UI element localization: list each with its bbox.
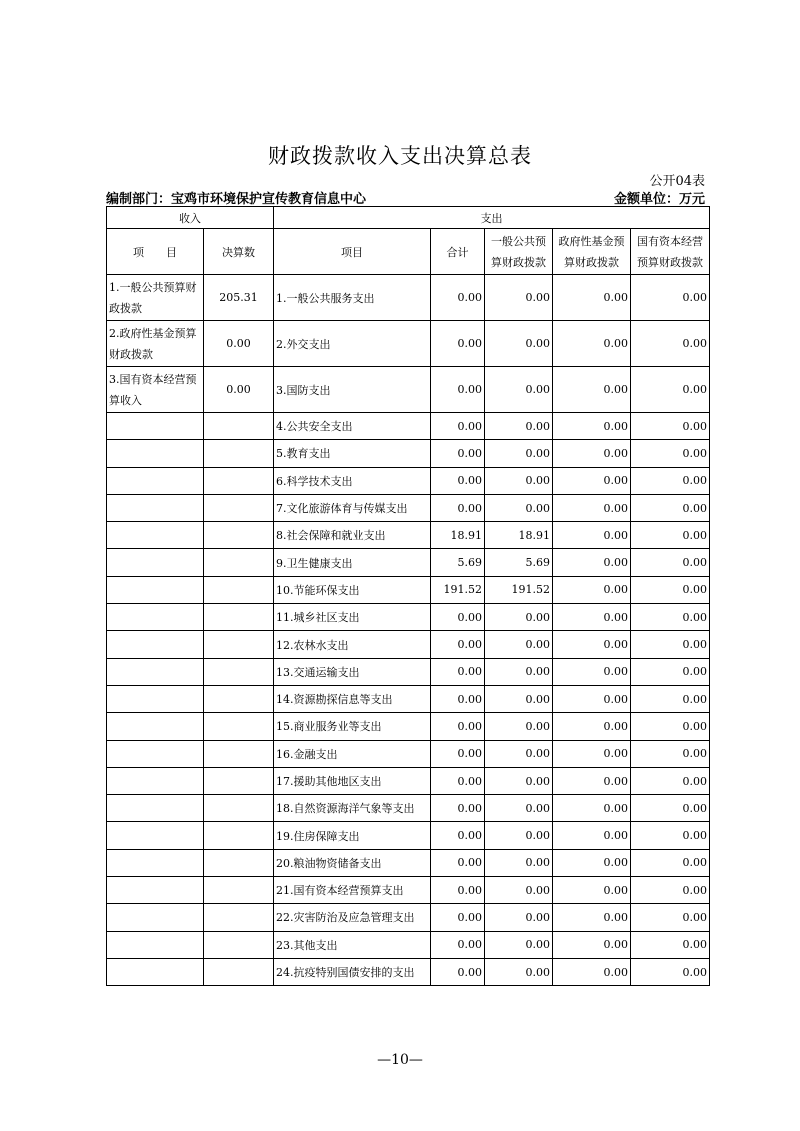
state-capital-cell: 0.00 <box>631 604 710 631</box>
table-row <box>107 685 710 712</box>
expense-item-cell: 17.援助其他地区支出 <box>274 767 431 794</box>
gov-fund-cell: 0.00 <box>553 367 631 413</box>
gov-fund-cell: 0.00 <box>553 713 631 740</box>
general-budget-cell: 0.00 <box>485 713 553 740</box>
gov-fund-cell: 0.00 <box>553 849 631 876</box>
form-number: 公开04表 <box>649 174 705 189</box>
table-row <box>107 413 710 440</box>
income-amount-cell <box>204 631 274 658</box>
gov-fund-cell: 0.00 <box>553 822 631 849</box>
income-item-cell <box>107 877 204 904</box>
gov-fund-cell: 0.00 <box>553 658 631 685</box>
income-item-cell <box>107 494 204 521</box>
expense-item-cell: 20.粮油物资储备支出 <box>274 849 431 876</box>
total-cell: 191.52 <box>431 576 485 603</box>
expense-item-cell: 3.国防支出 <box>274 367 431 413</box>
income-amount-cell <box>204 413 274 440</box>
final-amount-header: 决算数 <box>204 229 274 275</box>
table-row <box>107 631 710 658</box>
income-amount-cell <box>204 685 274 712</box>
general-budget-cell: 0.00 <box>485 767 553 794</box>
income-item-cell <box>107 522 204 549</box>
state-capital-cell: 0.00 <box>631 549 710 576</box>
state-capital-cell: 0.00 <box>631 877 710 904</box>
gov-fund-cell: 0.00 <box>553 413 631 440</box>
state-capital-cell: 0.00 <box>631 321 710 367</box>
total-header: 合计 <box>431 229 485 275</box>
total-cell: 0.00 <box>431 367 485 413</box>
table-row <box>107 904 710 931</box>
income-header: 收入 <box>107 207 274 229</box>
income-amount-cell <box>204 440 274 467</box>
total-cell: 0.00 <box>431 822 485 849</box>
income-item-cell <box>107 795 204 822</box>
expense-item-cell: 23.其他支出 <box>274 931 431 958</box>
table-row <box>107 795 710 822</box>
table-row <box>107 740 710 767</box>
general-budget-cell: 0.00 <box>485 904 553 931</box>
total-cell: 0.00 <box>431 685 485 712</box>
general-budget-cell: 0.00 <box>485 467 553 494</box>
gov-fund-cell: 0.00 <box>553 604 631 631</box>
gov-fund-cell: 0.00 <box>553 795 631 822</box>
income-amount-cell <box>204 795 274 822</box>
expense-item-cell: 22.灾害防治及应急管理支出 <box>274 904 431 931</box>
state-capital-cell: 0.00 <box>631 740 710 767</box>
general-budget-cell: 0.00 <box>485 822 553 849</box>
income-amount-cell <box>204 522 274 549</box>
total-cell: 0.00 <box>431 958 485 985</box>
total-cell: 0.00 <box>431 494 485 521</box>
income-item-cell <box>107 849 204 876</box>
total-cell: 0.00 <box>431 877 485 904</box>
income-item-cell: 3.国有资本经营预算收入 <box>107 367 204 413</box>
general-budget-cell: 0.00 <box>485 604 553 631</box>
state-capital-cell: 0.00 <box>631 631 710 658</box>
total-cell: 0.00 <box>431 713 485 740</box>
gov-fund-cell: 0.00 <box>553 275 631 321</box>
total-cell: 0.00 <box>431 631 485 658</box>
table-row <box>107 931 710 958</box>
total-cell: 0.00 <box>431 849 485 876</box>
table-row <box>107 604 710 631</box>
total-cell: 18.91 <box>431 522 485 549</box>
expense-item-cell: 15.商业服务业等支出 <box>274 713 431 740</box>
income-item-cell <box>107 931 204 958</box>
income-amount-cell <box>204 767 274 794</box>
table-row <box>107 576 710 603</box>
income-item-cell <box>107 440 204 467</box>
state-capital-cell: 0.00 <box>631 494 710 521</box>
income-amount-cell <box>204 713 274 740</box>
gov-fund-cell: 0.00 <box>553 931 631 958</box>
table-row <box>107 275 710 321</box>
table-row <box>107 367 710 413</box>
expense-item-cell: 8.社会保障和就业支出 <box>274 522 431 549</box>
table-body <box>107 207 710 986</box>
general-budget-cell: 0.00 <box>485 877 553 904</box>
table-row <box>107 494 710 521</box>
gov-fund-cell: 0.00 <box>553 631 631 658</box>
state-capital-cell: 0.00 <box>631 822 710 849</box>
state-capital-cell: 0.00 <box>631 658 710 685</box>
gov-fund-cell: 0.00 <box>553 522 631 549</box>
income-amount-cell <box>204 494 274 521</box>
income-item-cell: 1.一般公共预算财政拨款 <box>107 275 204 321</box>
total-cell: 0.00 <box>431 904 485 931</box>
general-budget-cell: 0.00 <box>485 795 553 822</box>
expense-item-cell: 13.交通运输支出 <box>274 658 431 685</box>
income-amount-cell <box>204 849 274 876</box>
state-capital-cell: 0.00 <box>631 275 710 321</box>
total-cell: 0.00 <box>431 795 485 822</box>
department-label: 编制部门：宝鸡市环境保护宣传教育信息中心 <box>106 192 367 207</box>
gov-fund-cell: 0.00 <box>553 440 631 467</box>
state-capital-cell: 0.00 <box>631 931 710 958</box>
gov-fund-cell: 0.00 <box>553 767 631 794</box>
total-cell: 5.69 <box>431 549 485 576</box>
header-row-2 <box>107 229 710 275</box>
income-amount-cell: 0.00 <box>204 367 274 413</box>
income-amount-cell <box>204 958 274 985</box>
income-amount-cell <box>204 931 274 958</box>
state-capital-cell: 0.00 <box>631 440 710 467</box>
table-row <box>107 440 710 467</box>
income-item-cell <box>107 658 204 685</box>
expense-item-cell: 11.城乡社区支出 <box>274 604 431 631</box>
general-budget-cell: 0.00 <box>485 931 553 958</box>
income-amount-cell <box>204 904 274 931</box>
gov-fund-cell: 0.00 <box>553 958 631 985</box>
general-budget-cell: 0.00 <box>485 658 553 685</box>
state-capital-cell: 0.00 <box>631 849 710 876</box>
expense-item-cell: 9.卫生健康支出 <box>274 549 431 576</box>
item-header: 项 目 <box>107 229 204 275</box>
income-item-cell <box>107 740 204 767</box>
income-item-cell <box>107 767 204 794</box>
general-budget-cell: 0.00 <box>485 275 553 321</box>
income-item-cell <box>107 576 204 603</box>
income-item-cell <box>107 631 204 658</box>
expense-item-cell: 4.公共安全支出 <box>274 413 431 440</box>
state-capital-cell: 0.00 <box>631 685 710 712</box>
expense-item-cell: 5.教育支出 <box>274 440 431 467</box>
general-budget-cell: 0.00 <box>485 958 553 985</box>
income-amount-cell <box>204 740 274 767</box>
general-budget-cell: 18.91 <box>485 522 553 549</box>
state-capital-header: 国有资本经营预算财政拨款 <box>631 229 710 275</box>
expense-item-cell: 21.国有资本经营预算支出 <box>274 877 431 904</box>
total-cell: 0.00 <box>431 604 485 631</box>
income-item-cell <box>107 958 204 985</box>
expense-item-cell: 24.抗疫特别国债安排的支出 <box>274 958 431 985</box>
general-budget-cell: 5.69 <box>485 549 553 576</box>
total-cell: 0.00 <box>431 413 485 440</box>
meta-row <box>106 188 705 206</box>
general-budget-cell: 0.00 <box>485 367 553 413</box>
table-row <box>107 767 710 794</box>
total-cell: 0.00 <box>431 467 485 494</box>
income-amount-cell <box>204 658 274 685</box>
state-capital-cell: 0.00 <box>631 904 710 931</box>
expense-item-cell: 2.外交支出 <box>274 321 431 367</box>
state-capital-cell: 0.00 <box>631 367 710 413</box>
total-cell: 0.00 <box>431 440 485 467</box>
income-item-cell <box>107 413 204 440</box>
expense-item-cell: 7.文化旅游体育与传媒支出 <box>274 494 431 521</box>
table-row <box>107 467 710 494</box>
income-amount-cell <box>204 604 274 631</box>
page-title: 财政拨款收入支出决算总表 <box>268 144 532 168</box>
income-item-cell <box>107 467 204 494</box>
exp-item-header: 项目 <box>274 229 431 275</box>
expense-item-cell: 6.科学技术支出 <box>274 467 431 494</box>
total-cell: 0.00 <box>431 767 485 794</box>
expense-item-cell: 18.自然资源海洋气象等支出 <box>274 795 431 822</box>
income-item-cell <box>107 685 204 712</box>
general-budget-cell: 0.00 <box>485 849 553 876</box>
general-budget-cell: 0.00 <box>485 631 553 658</box>
expense-header: 支出 <box>274 207 710 229</box>
general-budget-header: 一般公共预算财政拨款 <box>485 229 553 275</box>
gov-fund-cell: 0.00 <box>553 321 631 367</box>
gov-fund-cell: 0.00 <box>553 576 631 603</box>
state-capital-cell: 0.00 <box>631 713 710 740</box>
income-amount-cell: 205.31 <box>204 275 274 321</box>
gov-fund-cell: 0.00 <box>553 467 631 494</box>
income-amount-cell: 0.00 <box>204 321 274 367</box>
total-cell: 0.00 <box>431 658 485 685</box>
income-amount-cell <box>204 877 274 904</box>
table-row <box>107 822 710 849</box>
general-budget-cell: 0.00 <box>485 685 553 712</box>
state-capital-cell: 0.00 <box>631 522 710 549</box>
table-row <box>107 877 710 904</box>
state-capital-cell: 0.00 <box>631 767 710 794</box>
general-budget-cell: 0.00 <box>485 321 553 367</box>
table-row <box>107 658 710 685</box>
income-item-cell <box>107 713 204 740</box>
income-item-cell <box>107 549 204 576</box>
general-budget-cell: 0.00 <box>485 494 553 521</box>
gov-fund-header: 政府性基金预算财政拨款 <box>553 229 631 275</box>
page-number: —10— <box>377 1052 423 1068</box>
gov-fund-cell: 0.00 <box>553 549 631 576</box>
income-amount-cell <box>204 467 274 494</box>
income-item-cell <box>107 604 204 631</box>
state-capital-cell: 0.00 <box>631 576 710 603</box>
gov-fund-cell: 0.00 <box>553 904 631 931</box>
total-cell: 0.00 <box>431 740 485 767</box>
budget-table <box>106 206 710 986</box>
expense-item-cell: 10.节能环保支出 <box>274 576 431 603</box>
table-row <box>107 522 710 549</box>
income-amount-cell <box>204 576 274 603</box>
income-amount-cell <box>204 822 274 849</box>
general-budget-cell: 0.00 <box>485 413 553 440</box>
income-item-cell <box>107 822 204 849</box>
state-capital-cell: 0.00 <box>631 413 710 440</box>
expense-item-cell: 12.农林水支出 <box>274 631 431 658</box>
expense-item-cell: 14.资源勘探信息等支出 <box>274 685 431 712</box>
gov-fund-cell: 0.00 <box>553 877 631 904</box>
gov-fund-cell: 0.00 <box>553 685 631 712</box>
expense-item-cell: 16.金融支出 <box>274 740 431 767</box>
unit-label: 金额单位：万元 <box>613 192 705 207</box>
general-budget-cell: 0.00 <box>485 740 553 767</box>
table-row <box>107 321 710 367</box>
income-item-cell: 2.政府性基金预算财政拨款 <box>107 321 204 367</box>
total-cell: 0.00 <box>431 275 485 321</box>
expense-item-cell: 19.住房保障支出 <box>274 822 431 849</box>
table-row <box>107 713 710 740</box>
total-cell: 0.00 <box>431 931 485 958</box>
table-row <box>107 549 710 576</box>
gov-fund-cell: 0.00 <box>553 740 631 767</box>
general-budget-cell: 191.52 <box>485 576 553 603</box>
state-capital-cell: 0.00 <box>631 958 710 985</box>
state-capital-cell: 0.00 <box>631 467 710 494</box>
expense-item-cell: 1.一般公共服务支出 <box>274 275 431 321</box>
gov-fund-cell: 0.00 <box>553 494 631 521</box>
total-cell: 0.00 <box>431 321 485 367</box>
general-budget-cell: 0.00 <box>485 440 553 467</box>
table-row <box>107 849 710 876</box>
table-row <box>107 958 710 985</box>
income-item-cell <box>107 904 204 931</box>
header-row-1 <box>107 207 710 229</box>
state-capital-cell: 0.00 <box>631 795 710 822</box>
income-amount-cell <box>204 549 274 576</box>
